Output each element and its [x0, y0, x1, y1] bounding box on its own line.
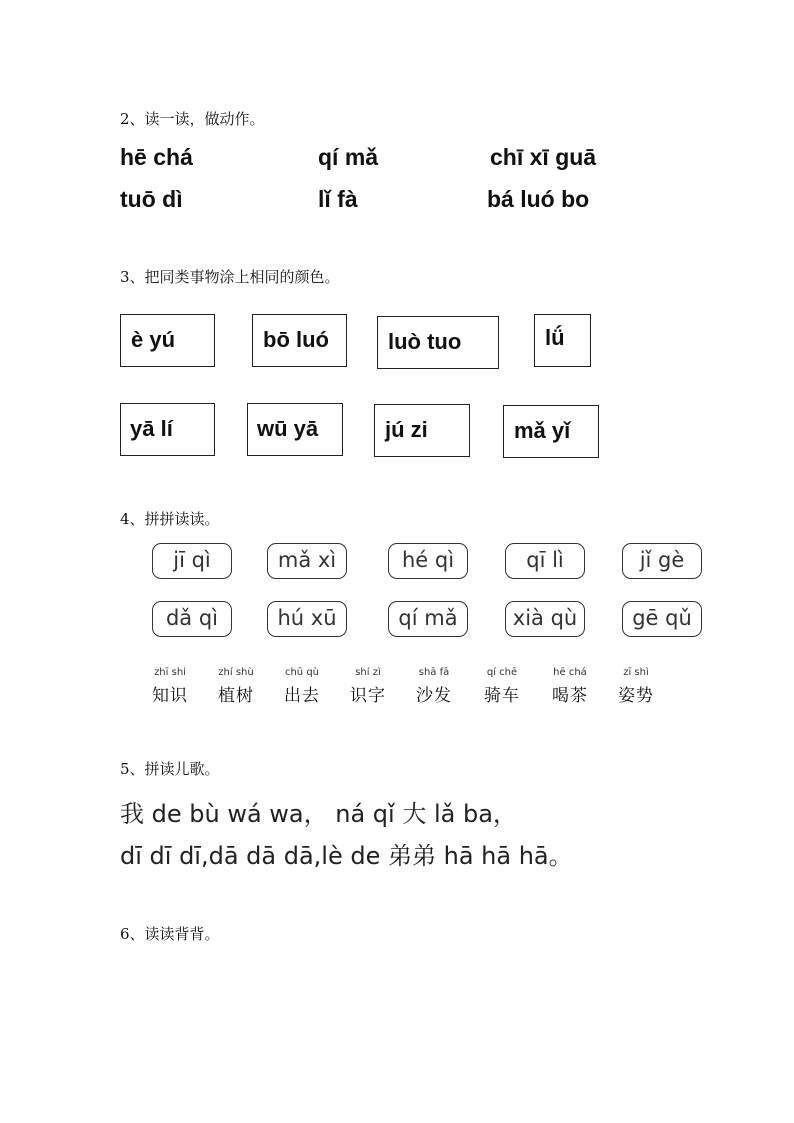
object-box-label: yā lí: [130, 416, 173, 441]
object-box[interactable]: [252, 314, 347, 367]
object-box[interactable]: [247, 403, 343, 456]
syllable-card: xià qù: [505, 601, 585, 637]
vocab-hanzi: 骑车: [484, 686, 520, 706]
object-box[interactable]: [534, 314, 591, 367]
vocab-hanzi: 识字: [350, 686, 386, 706]
vocab-pinyin: qí chē: [486, 667, 518, 678]
object-box-label: mǎ yǐ: [514, 418, 571, 443]
section3-heading: 3、把同类事物涂上相同的颜色。: [120, 268, 340, 286]
vocab-pinyin: zī shì: [623, 667, 649, 678]
object-box[interactable]: [120, 314, 215, 367]
vocab-hanzi: 知识: [152, 686, 188, 706]
section4-heading: 4、拼拼读读。: [120, 510, 220, 528]
section5-heading: 5、拼读儿歌。: [120, 760, 220, 778]
action-word: bá luó bo: [487, 186, 590, 212]
rhyme-line: 我 de bù wá wa， ná qǐ 大 lǎ ba，: [120, 800, 517, 828]
vocab-word: [472, 667, 532, 706]
vocab-word: [606, 667, 666, 706]
object-box[interactable]: [120, 403, 215, 456]
object-box[interactable]: [503, 405, 599, 458]
vocab-word: [338, 667, 398, 706]
vocab-word: [140, 667, 200, 706]
section2-heading: 2、读一读，做动作。: [120, 110, 265, 128]
syllable-card: gē qǔ: [622, 601, 702, 637]
syllable-card: jī qì: [152, 543, 232, 579]
syllable-card: hé qì: [388, 543, 468, 579]
object-box-label: è yú: [131, 327, 176, 352]
vocab-pinyin: shí zì: [355, 667, 381, 678]
vocab-word: [272, 667, 332, 706]
syllable-card: mǎ xì: [267, 543, 347, 579]
vocab-hanzi: 喝茶: [552, 686, 588, 706]
object-box-label: lǘ: [545, 325, 565, 350]
vocab-hanzi: 沙发: [416, 686, 452, 706]
action-word: tuō dì: [120, 186, 183, 212]
rhyme-line: dī dī dī,dā dā dā,lè de 弟弟 hā hā hā。: [120, 842, 573, 870]
object-box-label: jú zi: [385, 417, 428, 442]
vocab-hanzi: 出去: [284, 686, 320, 706]
vocab-pinyin: hē chá: [553, 667, 587, 678]
object-box-label: bō luó: [263, 327, 329, 352]
syllable-card: hú xū: [267, 601, 347, 637]
vocab-hanzi: 姿势: [618, 686, 654, 706]
syllable-card: jǐ gè: [622, 543, 702, 579]
vocab-hanzi: 植树: [218, 686, 254, 706]
vocab-word: [206, 667, 266, 706]
object-box[interactable]: [374, 404, 470, 457]
object-box[interactable]: [377, 316, 499, 369]
syllable-card: qí mǎ: [388, 601, 468, 637]
vocab-pinyin: chū qù: [284, 667, 320, 678]
vocab-pinyin: zhī shi: [154, 667, 186, 678]
vocab-word: [540, 667, 600, 706]
object-box-label: wū yā: [257, 416, 319, 441]
syllable-card: dǎ qì: [152, 601, 232, 637]
action-word: lǐ fà: [318, 186, 358, 212]
object-box-label: luò tuo: [388, 329, 462, 354]
vocab-pinyin: zhí shù: [218, 667, 254, 678]
syllable-card: qī lì: [505, 543, 585, 579]
vocab-pinyin: shā fā: [418, 667, 450, 678]
section6-heading: 6、读读背背。: [120, 925, 220, 943]
action-word: chī xī guā: [490, 144, 597, 170]
action-word: hē chá: [120, 144, 193, 170]
action-word: qí mǎ: [318, 144, 379, 170]
vocab-word: [404, 667, 464, 706]
